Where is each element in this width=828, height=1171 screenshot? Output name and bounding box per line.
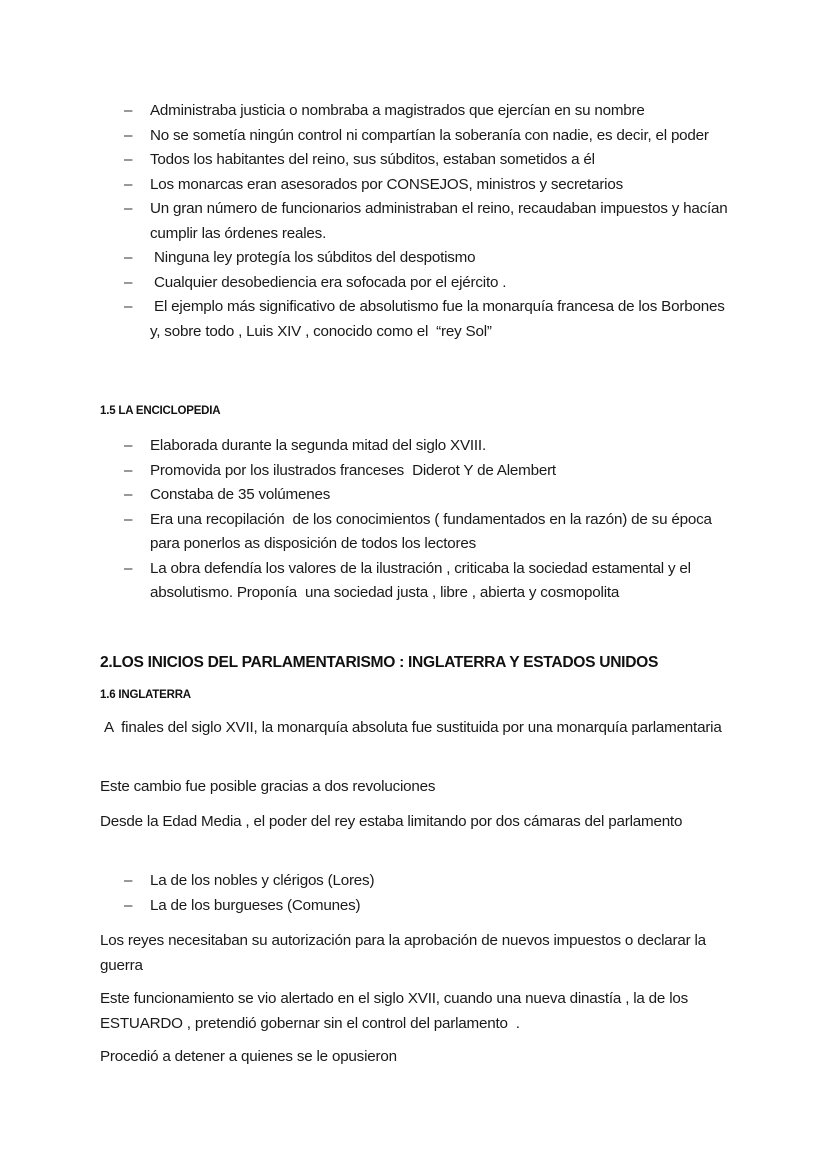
list-item: – Elaborada durante la segunda mitad del siglo XVIII. <box>124 434 734 459</box>
dash-bullet-icon: – <box>124 510 133 528</box>
list-item: – Cualquier desobediencia era sofocada por el ejército . <box>124 271 734 296</box>
dash-bullet-icon: – <box>124 102 133 119</box>
dash-bullet-icon: – <box>124 437 133 454</box>
dash-bullet-icon: – <box>124 559 133 577</box>
list-item: – No se sometía ningún control ni compartían la soberanía con nadie, es decir, el poder <box>124 124 734 149</box>
paragraph: Este funcionamiento se vio alertado en el siglo XVII, cuando una nueva dinastía , la de los ESTUARDO , pretendió gobernar sin el control del parlamento . <box>100 990 693 1032</box>
paragraph: A finales del siglo XVII, la monarquía absoluta fue sustituida por una monarquía parlamentaria <box>100 719 722 736</box>
dash-bullet-icon: – <box>124 249 133 266</box>
list-item: – Ninguna ley protegía los súbditos del despotismo <box>124 246 734 271</box>
dash-bullet-icon: – <box>124 486 133 503</box>
list-item: – Promovida por los ilustrados franceses Diderot Y de Alembert <box>124 459 734 484</box>
absolutism-list <box>124 99 734 344</box>
chapter-heading-parlamentarismo: 2.LOS INICIOS DEL PARLAMENTARISMO : INGLATERRA Y ESTADOS UNIDOS <box>100 654 659 671</box>
section-heading-inglaterra: 1.6 INGLATERRA <box>100 689 191 701</box>
paragraph: Los reyes necesitaban su autorización para la aprobación de nuevos impuestos o declarar la guerra <box>100 932 706 974</box>
section-heading-enciclopedia: 1.5 LA ENCICLOPEDIA <box>100 405 221 417</box>
list-item: – Todos los habitantes del reino, sus súbditos, estaban sometidos a él <box>124 148 734 173</box>
dash-bullet-icon: – <box>124 126 133 144</box>
paragraph: Procedió a detener a quienes se le opusieron <box>100 1048 397 1065</box>
dash-bullet-icon: – <box>124 200 133 217</box>
list-item: – La de los burgueses (Comunes) <box>124 894 734 919</box>
enciclopedia-list <box>124 434 734 606</box>
list-item: – Un gran número de funcionarios administraban el reino, recaudaban impuestos y hacían cumplir las órdenes reales. <box>124 197 734 246</box>
list-item: – Administraba justicia o nombraba a magistrados que ejercían en su nombre <box>124 99 734 124</box>
dash-bullet-icon: – <box>124 175 133 193</box>
list-item: – Los monarcas eran asesorados por CONSEJOS, ministros y secretarios <box>124 173 734 198</box>
list-item: – La obra defendía los valores de la ilustración , criticaba la sociedad estamental y el absolutismo. Proponía una sociedad justa , libre , abierta y cosmopolita <box>124 557 734 606</box>
chambers-list <box>124 869 734 918</box>
dash-bullet-icon: – <box>124 896 133 914</box>
dash-bullet-icon: – <box>124 298 133 315</box>
dash-bullet-icon: – <box>124 151 133 168</box>
list-item: – La de los nobles y clérigos (Lores) <box>124 869 734 894</box>
dash-bullet-icon: – <box>124 461 133 479</box>
paragraph: Este cambio fue posible gracias a dos revoluciones <box>100 778 436 795</box>
list-item: – El ejemplo más significativo de absolutismo fue la monarquía francesa de los Borbones y, sobre todo , Luis XIV , conocido como el “rey Sol” <box>124 295 734 344</box>
list-item: – Era una recopilación de los conocimientos ( fundamentados en la razón) de su época para ponerlos as disposición de todos los lectores <box>124 508 734 557</box>
list-item: – Constaba de 35 volúmenes <box>124 483 734 508</box>
paragraph: Desde la Edad Media , el poder del rey estaba limitando por dos cámaras del parlamento <box>100 813 683 830</box>
dash-bullet-icon: – <box>124 273 133 291</box>
dash-bullet-icon: – <box>124 872 133 889</box>
